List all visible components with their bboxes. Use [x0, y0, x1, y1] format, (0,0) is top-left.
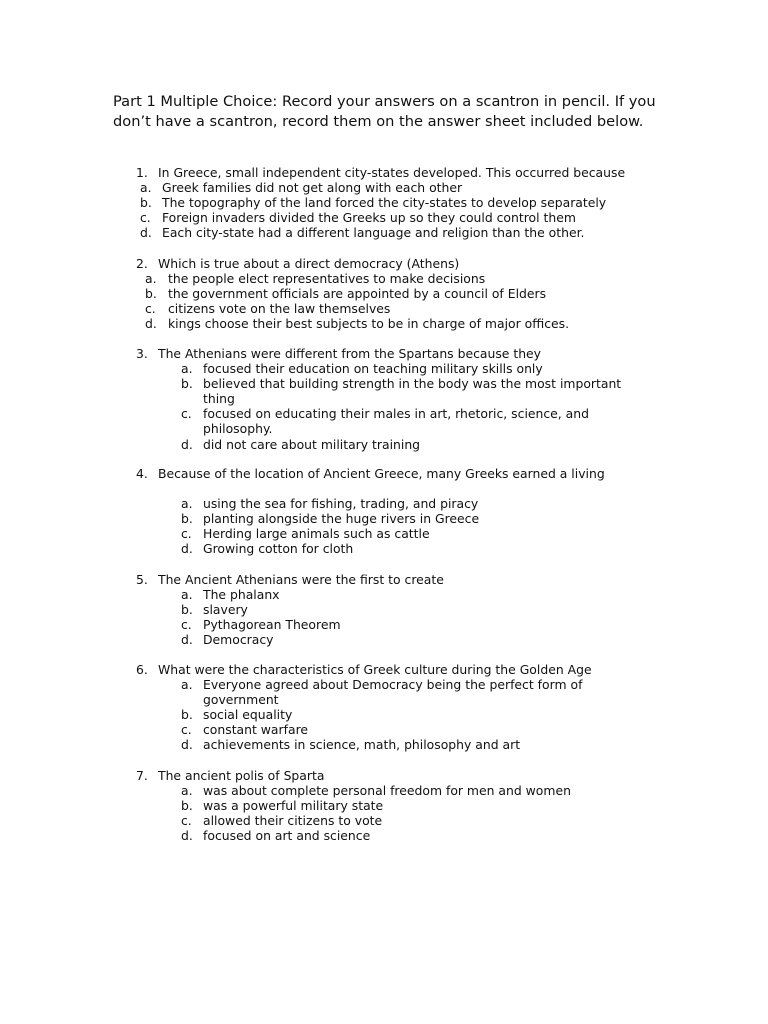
question-stem [0, 165, 768, 180]
answer-option [0, 813, 768, 828]
answer-option [0, 707, 768, 722]
option-text: focused on art and science [203, 828, 371, 844]
question-block [0, 662, 768, 753]
option-letter: d. [181, 541, 193, 557]
answer-option [0, 677, 768, 707]
answer-option [0, 180, 768, 195]
option-text: allowed their citizens to vote [203, 813, 383, 829]
option-letter: c. [181, 813, 192, 829]
option-letter: b. [181, 707, 193, 723]
option-text: was about complete personal freedom for men and women [203, 783, 571, 799]
question-number: 3. [136, 346, 148, 361]
question-text: The Ancient Athenians were the first to create [158, 572, 444, 587]
answer-option [0, 737, 768, 752]
option-text: focused on educating their males in art, rhetoric, science, and philosophy. [203, 406, 589, 437]
option-letter: b. [181, 376, 193, 392]
option-letter: b. [181, 511, 193, 527]
option-letter: b. [145, 286, 157, 302]
answer-option [0, 437, 768, 452]
option-text: Herding large animals such as cattle [203, 526, 430, 542]
option-letter: d. [181, 737, 193, 753]
question-text: The ancient polis of Sparta [158, 768, 325, 783]
option-letter: a. [181, 496, 193, 512]
question-number: 2. [136, 256, 148, 271]
option-text: citizens vote on the law themselves [168, 301, 391, 317]
answer-option [0, 195, 768, 210]
option-text: Foreign invaders divided the Greeks up so they could control them [162, 210, 576, 226]
question-number: 7. [136, 768, 148, 783]
answer-option [0, 361, 768, 376]
option-letter: b. [140, 195, 152, 211]
option-letter: c. [140, 210, 151, 226]
question-text: In Greece, small independent city-states developed. This occurred because [158, 165, 626, 180]
answer-option [0, 511, 768, 526]
answer-option [0, 798, 768, 813]
answer-option [0, 316, 768, 331]
option-letter: a. [145, 271, 157, 287]
option-text: constant warfare [203, 722, 309, 738]
option-text: Pythagorean Theorem [203, 617, 341, 633]
answer-option [0, 225, 768, 240]
option-text: Everyone agreed about Democracy being the perfect form of government [203, 677, 583, 708]
question-stem [0, 768, 768, 783]
answer-option [0, 406, 768, 436]
question-stem [0, 256, 768, 271]
question-stem [0, 572, 768, 587]
option-letter: d. [181, 828, 193, 844]
option-text: Growing cotton for cloth [203, 541, 354, 557]
option-text: Each city-state had a different language and religion than the other. [162, 225, 585, 241]
answer-option [0, 376, 768, 406]
question-number: 1. [136, 165, 148, 180]
answer-option [0, 526, 768, 541]
option-text: did not care about military training [203, 436, 421, 452]
question-block [0, 256, 768, 331]
question-block [0, 466, 768, 557]
option-text: using the sea for fishing, trading, and piracy [203, 496, 479, 512]
answer-option [0, 617, 768, 632]
option-text: the government officials are appointed by a council of Elders [168, 286, 547, 302]
option-letter: b. [181, 798, 193, 814]
question-block [0, 572, 768, 647]
option-letter: a. [181, 361, 193, 377]
answer-option [0, 271, 768, 286]
option-text: social equality [203, 707, 293, 723]
answer-option [0, 632, 768, 647]
option-letter: c. [181, 617, 192, 633]
question-block [0, 768, 768, 843]
question-block [0, 165, 768, 240]
option-text: was a powerful military state [203, 798, 384, 814]
question-number: 5. [136, 572, 148, 587]
option-text: focused their education on teaching military skills only [203, 361, 543, 377]
option-text: kings choose their best subjects to be in charge of major offices. [168, 316, 570, 332]
option-letter: c. [181, 526, 192, 542]
option-letter: c. [181, 722, 192, 738]
option-text: planting alongside the huge rivers in Greece [203, 511, 480, 527]
answer-option [0, 286, 768, 301]
option-text: The phalanx [203, 587, 280, 603]
answer-option [0, 210, 768, 225]
option-letter: c. [181, 406, 192, 422]
option-letter: a. [181, 783, 193, 799]
question-text: Which is true about a direct democracy (Athens) [158, 256, 460, 271]
answer-option [0, 722, 768, 737]
option-text: Democracy [203, 632, 274, 648]
question-stem [0, 662, 768, 677]
option-letter: c. [145, 301, 156, 317]
question-stem [0, 466, 768, 481]
answer-option [0, 783, 768, 798]
question-text: Because of the location of Ancient Greece, many Greeks earned a living [158, 466, 605, 481]
instructions-paragraph: Part 1 Multiple Choice: Record your answers on a scantron in pencil. If you don’t have a scantron, record them on the answer sheet included below. [113, 93, 656, 130]
question-text: The Athenians were different from the Spartans because they [158, 346, 542, 361]
answer-option [0, 587, 768, 602]
option-text: achievements in science, math, philosophy and art [203, 737, 521, 753]
option-text: The topography of the land forced the city-states to develop separately [162, 195, 607, 211]
option-letter: d. [181, 632, 193, 648]
option-letter: d. [145, 316, 157, 332]
answer-option [0, 496, 768, 511]
option-text: Greek families did not get along with each other [162, 180, 463, 196]
question-number: 4. [136, 466, 148, 481]
option-letter: a. [140, 180, 152, 196]
option-text: slavery [203, 602, 248, 618]
answer-option [0, 602, 768, 617]
answer-option [0, 541, 768, 556]
option-letter: d. [181, 436, 193, 452]
option-letter: a. [181, 677, 193, 693]
option-text: the people elect representatives to make decisions [168, 271, 486, 287]
option-text: believed that building strength in the body was the most important thing [203, 376, 622, 407]
option-letter: d. [140, 225, 152, 241]
question-text: What were the characteristics of Greek culture during the Golden Age [158, 662, 592, 677]
question-block [0, 346, 768, 452]
option-letter: a. [181, 587, 193, 603]
answer-option [0, 301, 768, 316]
question-number: 6. [136, 662, 148, 677]
option-letter: b. [181, 602, 193, 618]
answer-option [0, 828, 768, 843]
question-stem [0, 346, 768, 361]
